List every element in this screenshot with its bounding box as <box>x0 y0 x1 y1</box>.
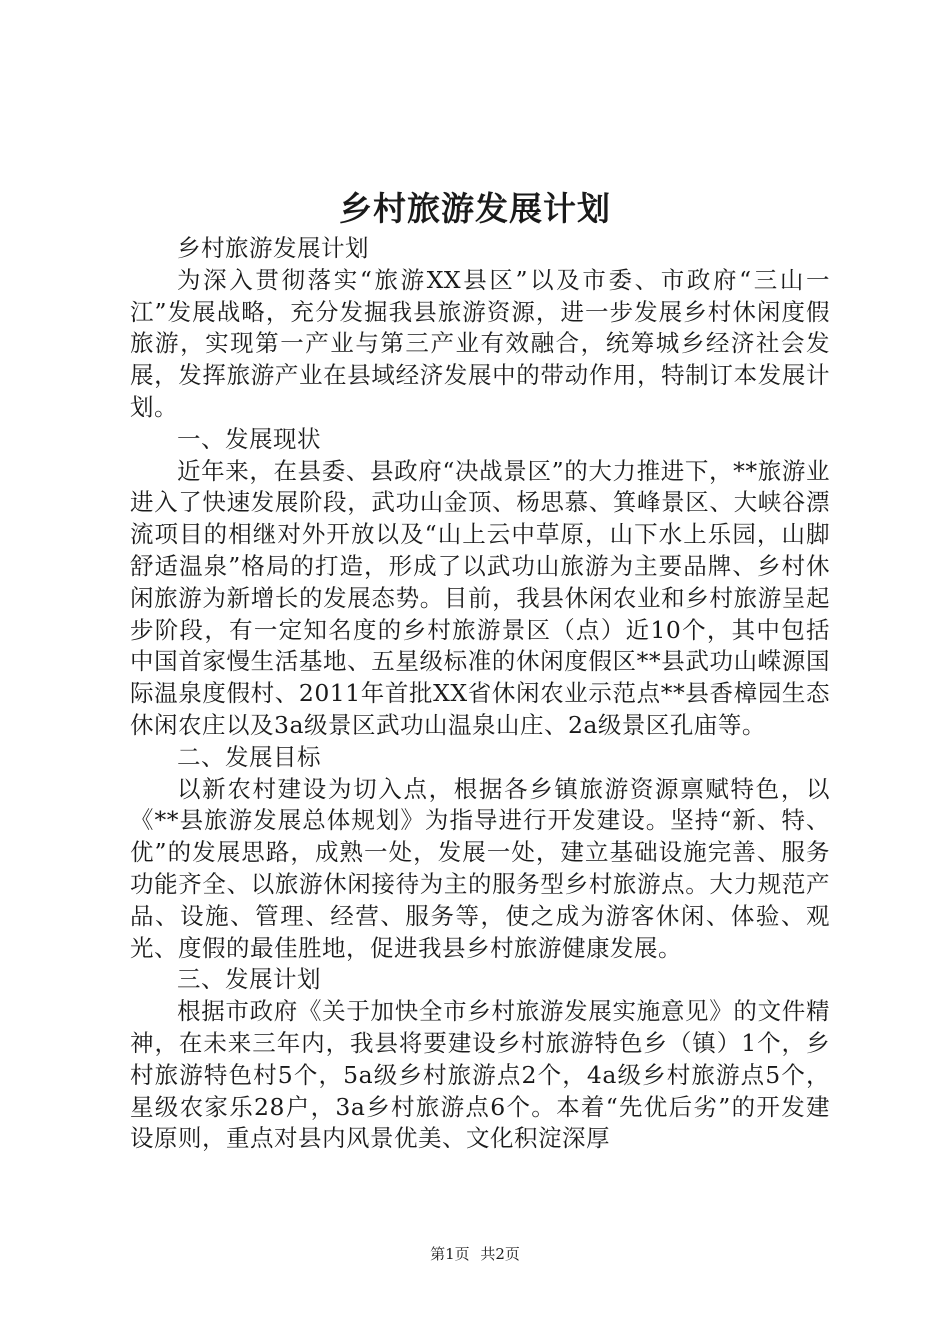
section-heading-goals: 二、发展目标 <box>177 742 321 771</box>
section-heading-status: 一、发展现状 <box>177 424 321 453</box>
paragraph-intro: 为深入贯彻落实“旅游XX县区”以及市委、市政府“三山一江”发展战略，充分发掘我县旅游资源，进一步发展乡村休闲度假旅游，实现第一产业与第三产业有效融合，统筹城乡经济社会发展，发挥旅游产业在县域经济发展中的带动作用，特制订本发展计划。 <box>130 265 830 421</box>
paragraph-plan: 根据市政府《关于加快全市乡村旅游发展实施意见》的文件精神，在未来三年内，我县将要建设乡村旅游特色乡（镇）1个，乡村旅游特色村5个，5a级乡村旅游点2个，4a级乡村旅游点5个，星级农家乐28户，3a乡村旅游点6个。本着“先优后劣”的开发建设原则，重点对县内风景优美、文化积淀深厚 <box>130 997 830 1153</box>
page-total: 共2页 <box>480 1245 520 1263</box>
paragraph-subtitle: 乡村旅游发展计划 <box>177 234 369 262</box>
paragraph-status: 近年来，在县委、县政府“决战景区”的大力推进下，**旅游业进入了快速发展阶段，武功山金顶、杨思慕、箕峰景区、大峡谷漂流项目的相继对外开放以及“山上云中草原，山下水上乐园，山脚舒适温泉”格局的打造，形成了以武功山旅游为主要品牌、乡村休闲旅游为新增长的发展态势。目前，我县休闲农业和乡村旅游呈起步阶段，有一定知名度的乡村旅游景区（点）近10个，其中包括中国首家慢生活基地、五星级标准的休闲度假区**县武功山嵘源国际温泉度假村、2011年首批XX省休闲农业示范点**县香樟园生态休闲农庄以及3a级景区武功山温泉山庄、2a级景区孔庙等。 <box>130 456 830 739</box>
page-footer <box>0 1244 950 1264</box>
document-title: 乡村旅游发展计划 <box>339 189 611 228</box>
paragraph-goals: 以新农村建设为切入点，根据各乡镇旅游资源禀赋特色，以《**县旅游发展总体规划》为指导进行开发建设。坚持“新、特、优”的发展思路，成熟一处，发展一处，建立基础设施完善、服务功能齐全、以旅游休闲接待为主的服务型乡村旅游点。大力规范产品、设施、管理、经营、服务等，使之成为游客休闲、体验、观光、度假的最佳胜地，促进我县乡村旅游健康发展。 <box>130 774 830 962</box>
document-body <box>130 233 830 1155</box>
page-number: 第1页 <box>430 1245 470 1263</box>
section-heading-plan: 三、发展计划 <box>177 965 321 994</box>
